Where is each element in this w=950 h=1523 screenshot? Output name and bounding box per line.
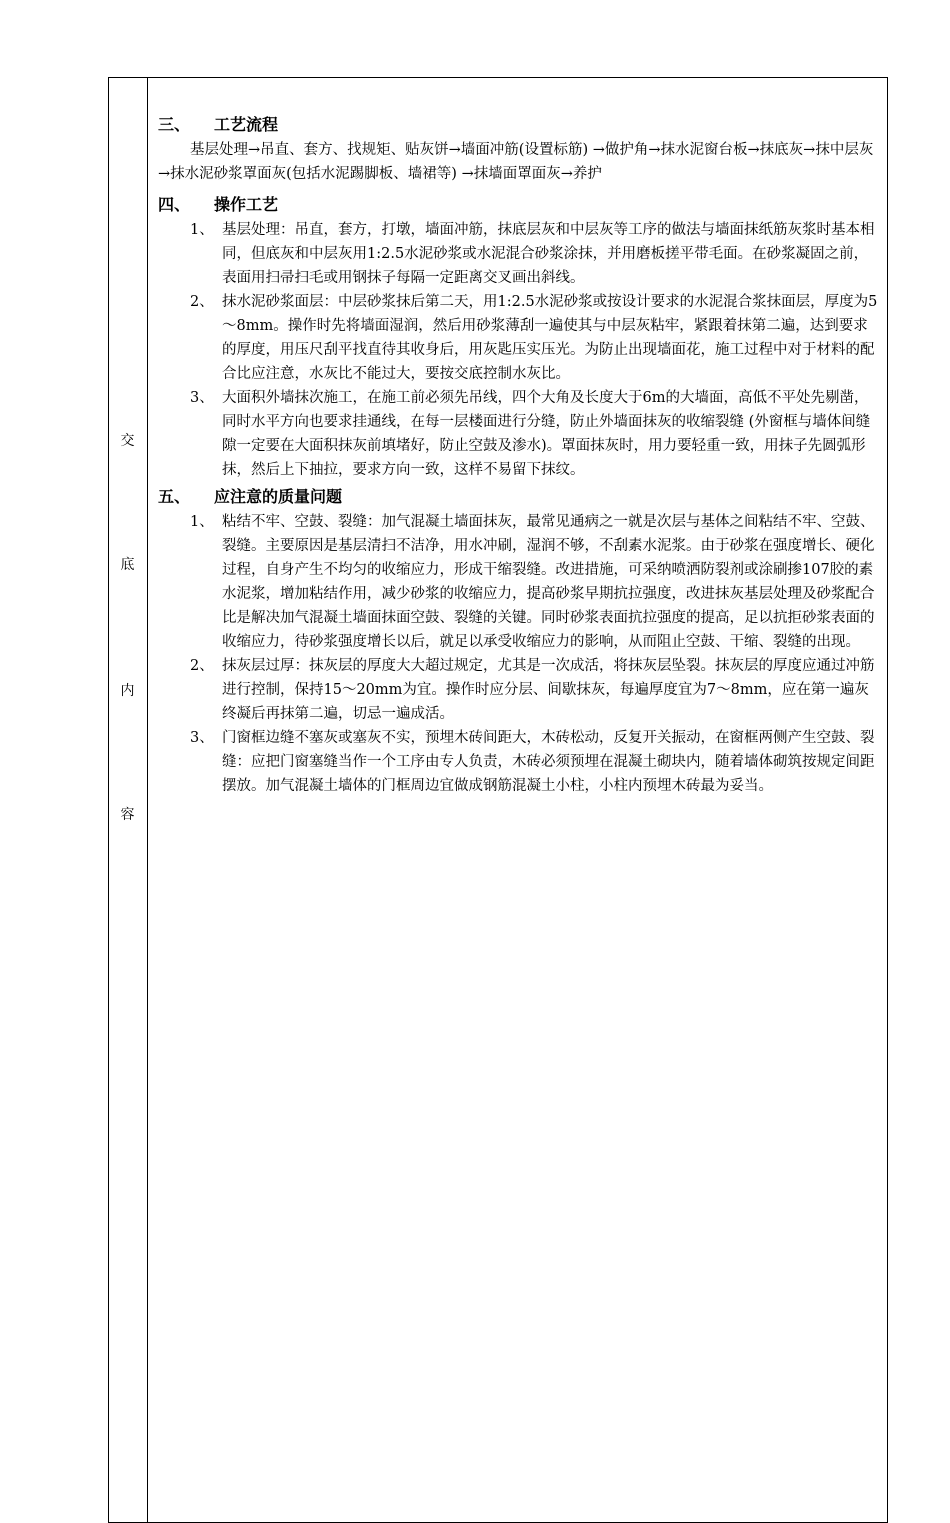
side-label-char: 交 <box>120 433 135 449</box>
item-number: 1、 <box>190 222 214 238</box>
side-label-char: 底 <box>120 557 135 573</box>
list-item <box>158 386 880 482</box>
column-divider <box>147 77 148 1523</box>
item-number: 3、 <box>190 730 214 746</box>
section-number: 三、 <box>158 115 191 134</box>
item-text: 基层处理：吊直，套方，打墩，墙面冲筋，抹底层灰和中层灰等工序的做法与墙面抹纸筋灰浆时基本相同，但底灰和中层灰用1:2.5水泥砂浆或水泥混合砂浆涂抹，并用磨板搓平带毛面。在砂浆凝固之前，表面用扫帚扫毛或用钢抹子每隔一定距离交叉画出斜线。 <box>222 222 875 286</box>
section-title: 操作工艺 <box>214 195 279 214</box>
section-number: 四、 <box>158 195 191 214</box>
item-number: 2、 <box>190 658 214 674</box>
list-item <box>158 510 880 654</box>
list-item <box>158 654 880 726</box>
item-number: 2、 <box>190 294 214 310</box>
item-text: 抹灰层过厚：抹灰层的厚度大大超过规定，尤其是一次成活，将抹灰层坠裂。抹灰层的厚度应通过冲筋进行控制，保持15～20mm为宜。操作时应分层、间歇抹灰，每遍厚度宜为7～8mm，应在第一遍灰终凝后再抹第二遍，切忌一遍成活。 <box>222 658 875 722</box>
list-item <box>158 726 880 798</box>
list-item <box>158 290 880 386</box>
section-number: 五、 <box>158 487 191 506</box>
side-label-char: 内 <box>120 683 135 699</box>
process-flow-text: 基层处理→吊直、套方、找规矩、贴灰饼→墙面冲筋(设置标筋) →做护角→抹水泥窗台板→抹底灰→抹中层灰→抹水泥砂浆罩面灰(包括水泥踢脚板、墙裙等) →抹墙面罩面灰→养护 <box>158 142 874 182</box>
item-text: 粘结不牢、空鼓、裂缝：加气混凝土墙面抹灰，最常见通病之一就是次层与基体之间粘结不牢、空鼓、裂缝。主要原因是基层清扫不洁净，用水冲刷，湿润不够，不刮素水泥浆。由于砂浆在强度增长、硬化过程，自身产生不均匀的收缩应力，形成干缩裂缝。改进措施，可采纳喷洒防裂剂或涂刷掺107胶的素水泥浆，增加粘结作用，减少砂浆的收缩应力，提高砂浆早期抗拉强度，改进抹灰基层处理及砂浆配合比是解决加气混凝土墙面抹面空鼓、裂缝的关键。同时砂浆表面抗拉强度的提高，足以抗拒砂浆表面的收缩应力，待砂浆强度增长以后，就足以承受收缩应力的影响，从而阻止空鼓、干缩、裂缝的出现。 <box>222 514 875 650</box>
item-text: 抹水泥砂浆面层：中层砂浆抹后第二天，用1:2.5水泥砂浆或按设计要求的水泥混合浆抹面层，厚度为5～8mm。操作时先将墙面湿润，然后用砂浆薄刮一遍使其与中层灰粘牢，紧跟着抹第二遍，达到要求的厚度，用压尺刮平找直待其收身后，用灰匙压实压光。为防止出现墙面花，施工过程中对于材料的配合比应注意，水灰比不能过大，要按交底控制水灰比。 <box>222 294 878 382</box>
section-title: 工艺流程 <box>214 115 279 134</box>
item-text: 门窗框边缝不塞灰或塞灰不实，预埋木砖间距大，木砖松动，反复开关振动，在窗框两侧产生空鼓、裂缝：应把门窗塞缝当作一个工序由专人负责，木砖必须预埋在混凝土砌块内，随着墙体砌筑按规定间距摆放。加气混凝土墙体的门框周边宜做成钢筋混凝土小柱，小柱内预埋木砖最为妥当。 <box>222 730 875 794</box>
content-area <box>158 112 880 798</box>
item-number: 3、 <box>190 390 214 406</box>
side-label-char: 容 <box>120 807 135 823</box>
section-title: 应注意的质量问题 <box>214 487 343 506</box>
section-heading <box>158 484 880 510</box>
item-number: 1、 <box>190 514 214 530</box>
table-top-border <box>108 77 888 78</box>
table-left-border <box>108 77 109 1523</box>
section-heading <box>158 112 880 138</box>
section-heading <box>158 192 880 218</box>
item-text: 大面积外墙抹次施工，在施工前必须先吊线，四个大角及长度大于6m的大墙面，高低不平处先剔凿，同时水平方向也要求挂通线，在每一层楼面进行分缝，防止外墙面抹灰的收缩裂缝 (外窗框与墙体间缝隙一定要在大面积抹灰前填堵好，防止空鼓及渗水)。罩面抹灰时，用力要轻重一致，用抹子先圆弧形抹，然后上下抽拉，要求方向一致，这样不易留下抹纹。 <box>222 390 871 478</box>
table-right-border <box>887 77 888 1523</box>
list-item <box>158 218 880 290</box>
